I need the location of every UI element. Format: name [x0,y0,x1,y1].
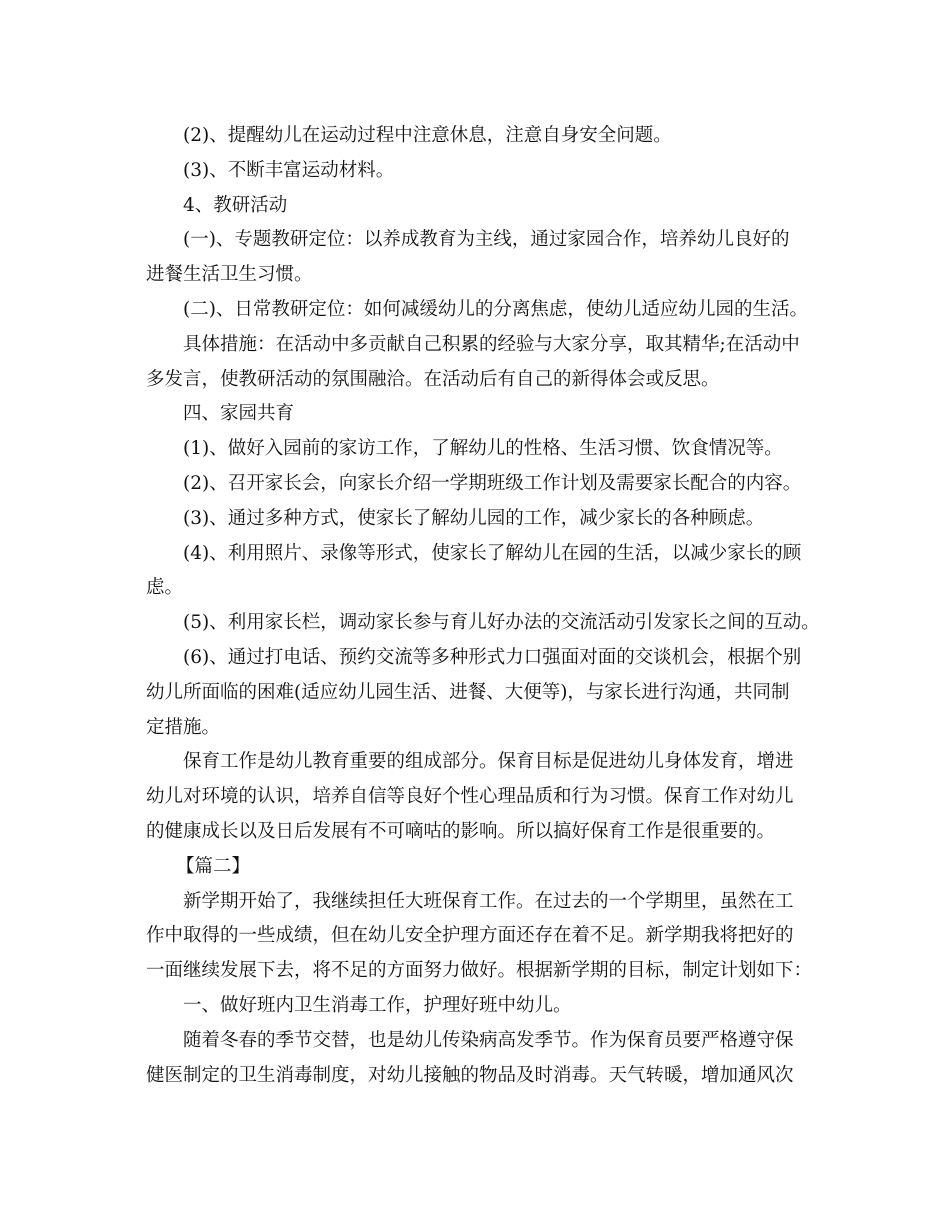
paragraph-line: (4)、利用照片、录像等形式，使家长了解幼儿在园的生活，以减少家长的顾 [183,542,802,564]
paragraph-line: (1)、做好入园前的家访工作，了解幼儿的性格、生活习惯、饮食情况等。 [183,438,783,460]
paragraph-line: 随着冬春的季节交替，也是幼儿传染病高发季节。作为保育员要严格遵守保 [183,1029,794,1051]
paragraph-line: 虑。 [146,577,184,599]
paragraph-line: 多发言，使教研活动的氛围融洽。在活动后有自己的新得体会或反思。 [146,368,720,390]
paragraph-line: (3)、通过多种方式，使家长了解幼儿园的工作，减少家长的各种顾虑。 [183,507,765,529]
paragraph-line: (一)、专题教研定位：以养成教育为主线，通过家园合作，培养幼儿良好的 [183,229,790,251]
paragraph-line: 新学期开始了，我继续担任大班保育工作。在过去的一个学期里，虽然在工 [183,890,794,912]
paragraph-line: 幼儿对环境的认识，培养自信等良好个性心理品质和行为习惯。保育工作对幼儿 [146,786,794,808]
document-body [146,119,826,1093]
paragraph-line: 一面继续发展下去，将不足的方面努力做好。根据新学期的目标，制定计划如下： [146,960,813,982]
paragraph-line: (2)、召开家长会，向家长介绍一学期班级工作计划及需要家长配合的内容。 [183,472,802,494]
paragraph-line: (二)、日常教研定位：如何减缓幼儿的分离焦虑，使幼儿适应幼儿园的生活。 [183,298,808,320]
paragraph-line: 的健康成长以及日后发展有不可嘀咕的影响。所以搞好保育工作是很重要的。 [146,820,776,842]
paragraph-line: 具体措施：在活动中多贡献自己积累的经验与大家分享，取其精华;在活动中 [183,333,800,355]
paragraph-line: 进餐生活卫生习惯。 [146,264,313,286]
section-heading: 一、做好班内卫生消毒工作，护理好班中幼儿。 [183,994,572,1016]
paragraph-line: (3)、不断丰富运动材料。 [183,159,395,181]
paragraph-line: 健医制定的卫生消毒制度，对幼儿接触的物品及时消毒。天气转暖，增加通风次 [146,1064,794,1086]
paragraph-line: 保育工作是幼儿教育重要的组成部分。保育目标是促进幼儿身体发育，增进 [183,751,794,773]
paragraph-line: 作中取得的一些成绩，但在幼儿安全护理方面还存在着不足。新学期我将把好的 [146,925,794,947]
paragraph-line: (5)、利用家长栏，调动家长参与育儿好办法的交流活动引发家长之间的互动。 [183,612,820,634]
section-heading: 四、家园共育 [183,403,295,425]
section-heading: 4、教研活动 [183,194,288,216]
section-heading: 【篇二】 [176,855,251,877]
paragraph-line: (6)、通过打电话、预约交流等多种形式力口强面对面的交谈机会，根据个别 [183,646,802,668]
paragraph-line: 幼儿所面临的困难(适应幼儿园生活、进餐、大便等)，与家长进行沟通，共同制 [146,681,790,703]
paragraph-line: (2)、提醒幼儿在运动过程中注意休息，注意自身安全问题。 [183,125,672,146]
paragraph-line: 定措施。 [146,716,221,738]
